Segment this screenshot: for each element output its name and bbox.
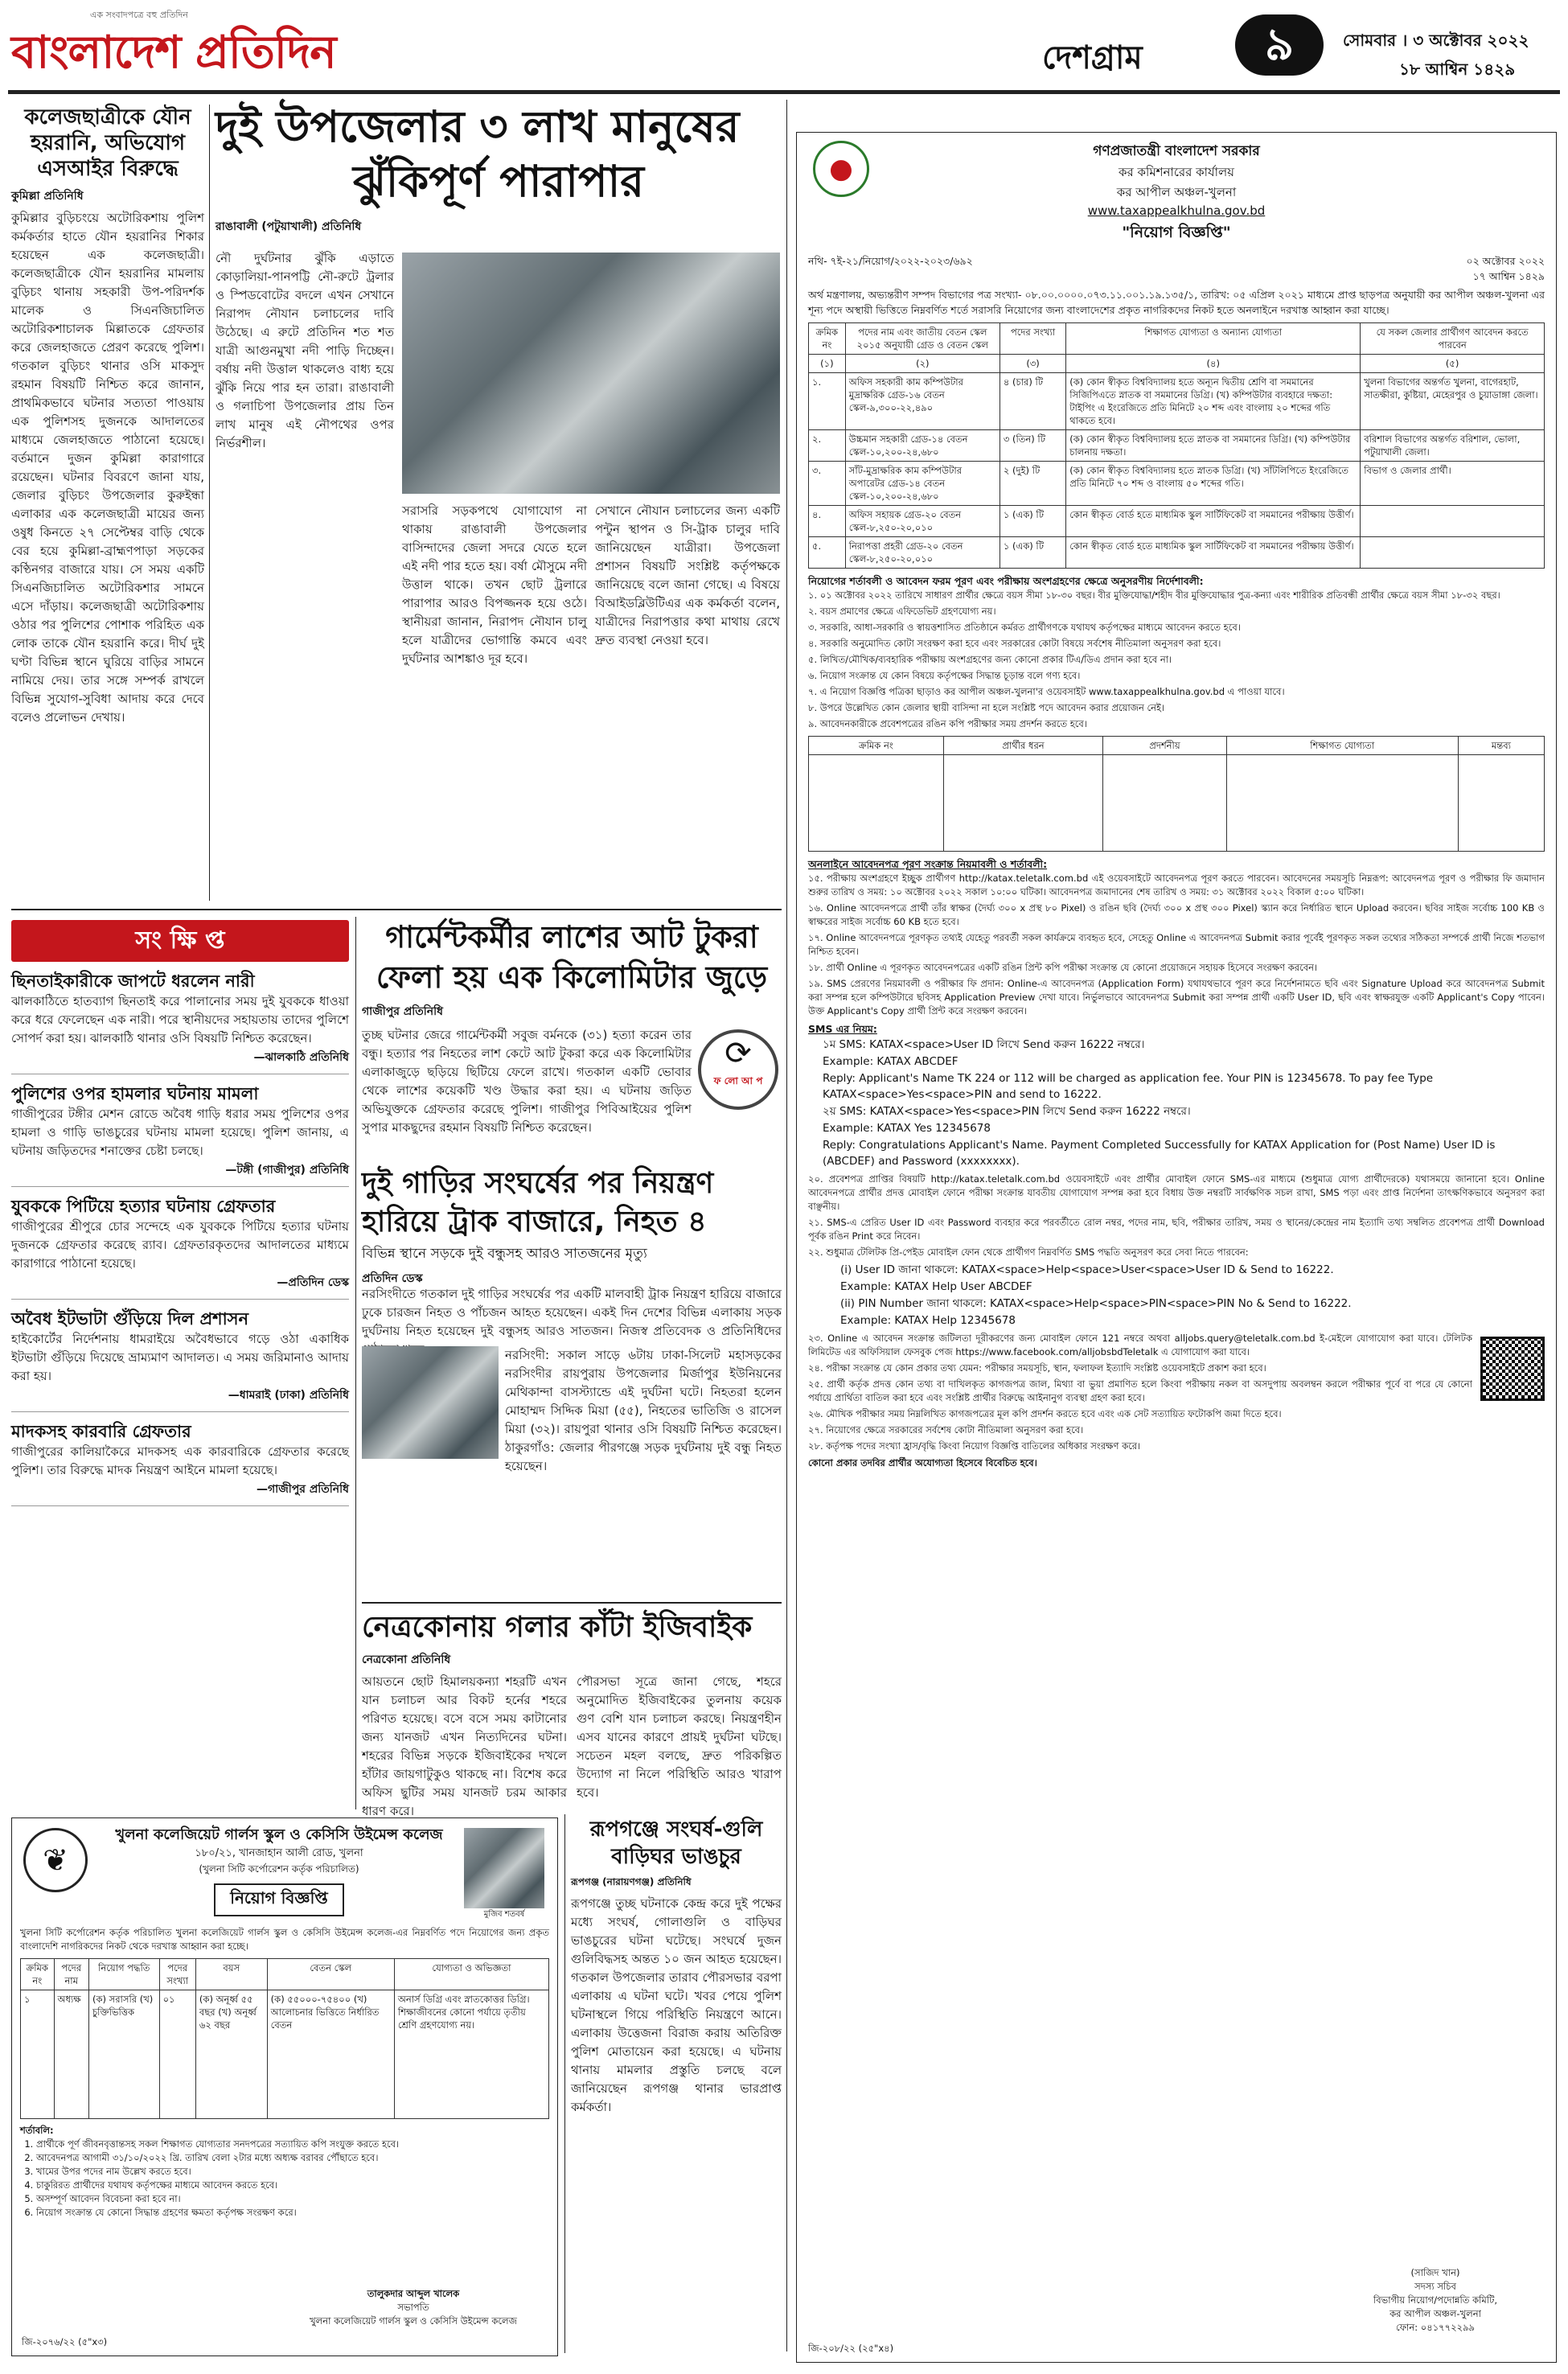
truck-photo[interactable] [362, 1346, 499, 1459]
brief-title[interactable]: মাদকসহ কারবারি গ্রেফতার [11, 1422, 191, 1441]
term-item: 6. নিয়োগ সংক্রান্ত যে কোনো সিদ্ধান্ত গ্রহণের ক্ষমতা কর্তৃপক্ষ সংরক্ষণ করে। [36, 2206, 549, 2220]
table-cell: (ক) সরাসরি (খ) চুক্তিভিত্তিক [88, 1990, 159, 2119]
ad-terms-list [20, 2138, 549, 2220]
table-cell: উচ্চমান সহকারী গ্রেড-১৪ বেতন স্কেল-১০,২০০-২৪,৬৮০ [845, 430, 999, 462]
brief-title[interactable]: ছিনতাইকারীকে জাপটে ধরলেন নারী [11, 971, 255, 991]
table-cell: (ক) ৫৫০০০-৭৫৪০০ (খ) আলোচনার ভিত্তিতে নির্ধারিত বেতন [267, 1990, 394, 2119]
table-header-cell: পদের সংখ্যা [999, 323, 1065, 355]
table-header-cell: প্রদর্শনীয় [1103, 737, 1226, 755]
story-byline: রূপগঞ্জ (নারায়ণগঞ্জ) প্রতিনিধি [571, 1876, 692, 1887]
story-body: তুচ্ছ ঘটনার জেরে গার্মেন্টকর্মী সবুজ বর্মনকে (৩১) হত্যা করেন তার বন্ধু। হত্যার পর নিহতের লাশ কেটে আট টুকরা করে এক কিলোমিটার এলাকাজুড়ে ছড়িয়ে ছিটিয়ে ফেলে রাখে। গতকাল একটি ভোবার থেকে লাশের কয়েকটি খণ্ড উদ্ধার করা হয়। এ ঘটনায় জড়িত অভিযুক্তকে গ্রেফতার করেছে পুলিশ। গাজীপুর পিবিআইয়ের পুলিশ সুপার মাকছুদের রহমান বিষয়টি নিশ্চিত করেছেন। [362, 1028, 692, 1135]
table-row [809, 373, 1545, 430]
ad-final-bold: কোনো প্রকার তদবির প্রার্থীর অযোগ্যতা হিসেবে বিবেচিত হবে। [808, 1457, 1037, 1468]
table-header-cell: প্রার্থীর ধরন [943, 737, 1102, 755]
notice-line: ৩. সরকারি, আধা-সরকারি ও স্বায়ত্তশাসিত প্রতিষ্ঠানে কর্মরত প্রার্থীগণকে যথাযথ কর্তৃপক্ষের মাধ্যমে আবেদন করতে হবে। [808, 622, 1241, 633]
ad-terms-title: শর্তাবলি: [20, 2125, 54, 2136]
ad-signer-name: তালুকদার আব্দুল খালেক [367, 2288, 460, 2299]
cell [943, 755, 1102, 852]
table-cell: ৫. [809, 537, 846, 569]
notice-line: ৮. উপরে উল্লেখিত কোন জেলার স্থায়ী বাসিন্দা না হলে সংশ্লিষ্ট পদে আবেদন করার প্রয়োজন নেই। [808, 702, 1165, 713]
story-col2: নরসিংদী: সকাল সাড়ে ৬টায় ঢাকা-সিলেট মহাসড়কের নরসিংদীর রায়পুরায় উপজেলার মির্জাপুর ইউনিয়নের মেথিকান্দা বাসস্ট্যান্ডে এই দুর্ঘটনা ঘটে। নিহতরা হলেন মোহাম্মদ সিদ্দিক মিয়া (৫৫), নিহতের ভাতিজি ও রাসেল মিয়া (৩২)। রায়পুরা থানার ওসি বিষয়টি নিশ্চিত করেছেন। ঠাকুরগাঁও: জেলার পীরগঞ্জে সড়ক দুর্ঘটনায় দুই বন্ধু নিহত হয়েছেন। [505, 1348, 782, 1473]
notice-line: Example: KATAX Help User ABCDEF [840, 1280, 1032, 1293]
ad-table [20, 1958, 549, 2119]
notice-line: Reply: Applicant's Name TK 224 or 112 will be charged as application fee. Your PIN is 12345678. To pay fee Type KATAX<space>Yes<space>PIN and send to 16222. [823, 1072, 1434, 1101]
notice-line: ২৫. প্রার্থী কর্তৃক প্রদত্ত কোন তথ্য বা দাখিলকৃত কাগজপত্র জাল, মিথ্যা বা ভুয়া প্রমাণিত হলে কিংবা পরীক্ষায় নকল বা অসদুপায় অবলম্বন করলে পরীক্ষার পূর্বে বা পরে যে কোনো পর্যায়ে প্রার্থিতা বাতিল করা হবে এবং সংশ্লিষ্ট প্রার্থীর বিরুদ্ধে আইনানুগ ব্যবস্থা গ্রহণ করা হবে। [808, 1378, 1472, 1403]
table-cell: (ক) অনূর্ধ্ব ৫৫ বছর (খ) অনূর্ধ্ব ৬২ বছর [195, 1990, 267, 2119]
ad-intro: খুলনা সিটি কর্পোরেশন কর্তৃক পরিচালিত খুলনা কলেজিয়েট গার্লস স্কুল ও কেসিসি উইমেন্স কলেজ-এর নিম্নবর্ণিত পদে নিয়োগের জন্য প্রকৃত বাংলাদেশি নাগরিকদের নিকট থেকে দরখাস্ত আহ্বান করা হচ্ছে। [20, 1927, 549, 1952]
notice-line: ১. ০১ অক্টোবর ২০২২ তারিখে সাধারণ প্রার্থীর ক্ষেত্রে বয়স সীমা ১৮-৩০ বছর। বীর মুক্তিযোদ্ধা/শহীদ বীর মুক্তিযোদ্ধার পুত্র-কন্যা এবং শারীরিক প্রতিবন্ধী প্রার্থীর ক্ষেত্রে বয়স সীমা ১৮-৩২ বছর। [808, 589, 1500, 601]
table-cell: বরিশাল বিভাগের অন্তর্গত বরিশাল, ভোলা, পটুয়াখালী জেলা। [1361, 430, 1545, 462]
ad-signer-title3: কর আপীল অঞ্চল-খুলনা [1389, 2308, 1481, 2319]
notice-line: ৫. লিখিত/মৌখিক/ব্যবহারিক পরীক্ষায় অংশগ্রহণের জন্য কোনো প্রকার টিএ/ডিএ প্রদান করা হবে না। [808, 654, 1172, 665]
table-header-cell: শিক্ষাগত যোগ্যতা ও অন্যান্য যোগ্যতা [1066, 323, 1361, 355]
story-garments [362, 917, 782, 1158]
ad-date2: ১৭ আশ্বিন ১৪২৯ [1472, 270, 1545, 282]
brief-title[interactable]: অবৈধ ইটভাটা গুঁড়িয়ে দিল প্রশাসন [11, 1309, 249, 1329]
brief-body: ঝালকাঠিতে হাতব্যাগ ছিনতাই করে পালানোর সময় দুই যুবককে ধাওয়া করে ধরে ফেলেছেন এক নারী। পরে স্থানীয়দের সহায়তায় তাদের পুলিশে সোপর্দ করা হয়। ঝালকাঠি থানার ওসি বিষয়টি নিশ্চিত করেছেন। [11, 994, 349, 1045]
term-item: 2. আবেদনপত্র আগামী ৩১/১০/২০২২ খ্রি. তারিখ বেলা ২টার মধ্যে অধ্যক্ষ বরাবর পৌঁছাতে হবে। [36, 2151, 549, 2165]
brief-body: গাজীপুরের কালিয়াকৈরে মাদকসহ এক কারবারিকে গ্রেফতার করেছে পুলিশ। তার বিরুদ্ধে মাদক নিয়ন্ত্রণ আইনে মামলা হয়েছে। [11, 1444, 349, 1477]
ad-org-name: খুলনা কলেজিয়েট গার্লস স্কুল ও কেসিসি উইমেন্স কলেজ [115, 1826, 443, 1843]
notice-line: ২৮. কর্তৃপক্ষ পদের সংখ্যা হ্রাস/বৃদ্ধি কিংবা নিয়োগ বিজ্ঞপ্তি বাতিলের অধিকার সংরক্ষণ করে। [808, 1440, 1141, 1452]
term-item: 3. খামের উপর পদের নাম উল্লেখ করতে হবে। [36, 2165, 549, 2179]
story-subtitle: বিভিন্ন স্থানে সড়কে দুই বন্ধুসহ আরও সাতজনের মৃত্যু [362, 1246, 647, 1262]
table-cell: ৩. [809, 462, 846, 506]
notice-line: ২২. শুধুমাত্র টেলিটক প্রি-পেইড মোবাইল ফোন থেকে প্রার্থীগণ নিম্নবর্ণিত SMS পদ্ধতি অনুসরণ করে সেবা নিতে পারবেন: [808, 1247, 1249, 1258]
table-header-cell: যে সকল জেলার প্রার্থীগণ আবেদন করতে পারবেন [1361, 323, 1545, 355]
newspaper-logo[interactable]: বাংলাদেশ প্রতিদিন [11, 26, 336, 79]
book-icon: ❦ [43, 1842, 68, 1878]
notice-line: Example: KATAX Help 12345678 [840, 1314, 1016, 1327]
ad-signer-name: (সাজিদ খান) [1410, 2267, 1460, 2278]
college-logo [23, 1828, 88, 1892]
notice-line: ২৬. মৌখিক পরীক্ষার সময় নিম্নলিখিত কাগজপত্রের মূল কপি প্রদর্শন করতে হবে এবং এক সেট সত্যায়িত ফটোকপি জমা দিতে হবে। [808, 1408, 1282, 1419]
table-cell: ২ (দুই) টি [999, 462, 1065, 506]
notice-line: ৯. আবেদনকারীকে প্রবেশপত্রের রঙিন কপি পরীক্ষার সময় প্রদর্শন করতে হবে। [808, 718, 1087, 729]
ad-posts-table [808, 322, 1545, 569]
table-header-cell: পদের নাম [54, 1959, 88, 1990]
story-netrokona [362, 1608, 782, 1818]
date-line: সোমবার । ৩ অক্টোবর ২০২২ [1343, 31, 1529, 50]
story-headline-line2[interactable]: বাড়িঘর ভাঙচুর [611, 1845, 741, 1869]
ad-notice-title-text: নিয়োগ বিজ্ঞপ্তি [230, 1888, 328, 1908]
table-cell: ৪ (চার) টি [999, 373, 1065, 430]
table-cell: খুলনা বিভাগের অন্তর্গত খুলনা, বাগেরহাট, সাতক্ষীরা, কুষ্টিয়া, মেহেরপুর ও চুয়াডাঙ্গা জেলা। [1361, 373, 1545, 430]
ad-gov: গণপ্রজাতন্ত্রী বাংলাদেশ সরকার [1093, 143, 1260, 159]
ad-tax-recruitment [796, 132, 1557, 2363]
story-col3: সেখানে নৌযান চলাচলের জন্য একটি পন্টুন স্থাপন ও সি-ট্রাক চালুর দাবি জানিয়েছেন যাত্রীরা। উপজেলা প্রশাসন বিষয়টি সংশ্লিষ্ট কর্তৃপক্ষকে জানিয়েছে বলে জানা গেছে। এ বিষয়ে বিআইডব্লিউটিএর এক কর্মকর্তা বলেন, যাত্রীদের নিরাপত্তার কথা মাথায় রেখে দ্রুত ব্যবস্থা নেওয়া হবে। [595, 503, 780, 647]
briefs-list [11, 970, 349, 1506]
ad-code: জি-২০৮/২২ (২৫"x৪) [808, 2343, 894, 2354]
brief-byline: —ধামরাই (ঢাকা) প্রতিনিধি [228, 1389, 349, 1402]
briefs-header [11, 920, 349, 962]
table-header-cell: মন্তব্য [1458, 737, 1544, 755]
emblem-icon: ● [829, 153, 853, 185]
table-header-cell: শিক্ষাগত যোগ্যতা [1226, 737, 1458, 755]
page-number-badge [1235, 14, 1324, 76]
ad-signature-block [281, 2287, 546, 2328]
notice-line: (i) User ID জানা থাকলে: KATAX<space>Help<space>User<space>User ID & Send to 16222. [840, 1263, 1334, 1276]
brief-byline: —টঙ্গী (গাজীপুর) প্রতিনিধি [225, 1164, 349, 1177]
story-body: কুমিল্লার বুড়িচংয়ে অটোরিকশায় পুলিশ কর্মকর্তার হাতে যৌন হয়রানির শিকার হয়েছেন এক কলেজছাত্রী। কলেজছাত্রীকে যৌন হয়রানির মামলায় বুড়িচং থানায় সহকারী উপ-পরিদর্শক মালেক ও সিএনজিচালিত অটোরিকশাচালক মিল্লাতকে গ্রেফতার করে জেলহাজতে প্রেরণ করেছে পুলিশ। গতকাল বুড়িচং থানার ওসি মাকসুদ রহমান বিষয়টি নিশ্চিত করে জানান, প্রাথমিকভাবে ঘটনার সত্যতা পাওয়ায় এক পুলিশসহ দুজনকে আদালতের মাধ্যমে জেলহাজতে পাঠানো হয়েছে। বর্তমানে দুজন কুমিল্লা কারাগারে রয়েছেন। ঘটনার বিবরণে জানা যায়, জেলার বুড়িচং উপজেলার কুরুইন্ধা এলাকার এক কলেজছাত্রী মায়ের জন্য ওষুধ কিনতে ২৭ সেপ্টেম্বর বাড়ি থেকে বের হয়ে কুমিল্লা-ব্রাহ্মণপাড়া সড়কের কণ্ঠিনগর বাজারে যায়। সে সময় একটি সিএনজিচালিত অটোরিকশার সামনে এসে দাঁড়ায়। কলেজছাত্রী অটোরিকশায় ওঠার পর পুলিশের পোশাক পরিহিত এক লোক তাকে যৌন হয়রানি করে। দীর্ঘ দুই ঘণ্টা বিভিন্ন স্থানে ঘুরিয়ে বাড়ির সামনে নামিয়ে দেয়। তার সঙ্গে সম্পর্ক রাখলে বিভিন্ন সুযোগ-সুবিধা আদায় করে দেবে বলেও প্রলোভন দেখায়। [11, 211, 204, 725]
ad-signer-phone: ফোন: ০৪১৭৭২২৯৯ [1395, 2322, 1476, 2333]
ad-emblem [813, 141, 869, 197]
ad-code: জি-২০৭৬/২২ (৫"x৩) [22, 2336, 108, 2347]
briefs-header-label: সং ক্ষি প্ত [135, 926, 225, 955]
story-col2: পৌরসভা সূত্রে জানা গেছে, শহরে অনুমোদিত ইজিবাইকের তুলনায় কয়েক গুণ বেশি যান চলাচল করছে। নিয়ন্ত্রণহীন এসব যানের কারণে প্রায়ই দুর্ঘটনা ঘটছে। সচেতন মহল বলছে, দ্রুত পরিকল্পিত উদ্যোগ না নিলে পরিস্থিতি আরও খারাপ হবে। [577, 1674, 782, 1800]
story-col1: নৌ দুর্ঘটনার ঝুঁকি এড়াতে কোড়ালিয়া-পানপট্টি নৌ-রুটে ট্রলার ও স্পিডবোটের বদলে এখন সেখানে নিরাপদ নৌযান চলাচলের দাবি উঠেছে। এ রুটে প্রতিদিন শত শত যাত্রী আগুনমুখা নদী পাড়ি দিচ্ছেন। বর্ষায় নদী উত্তাল থাকলেও বাধ্য হয়ে ঝুঁকি নিয়ে পার হন তারা। রাঙাবালী ও গলাচিপা উপজেলার প্রায় তিন লাখ মানুষ এই নৌপথের ওপর নির্ভরশীল। [215, 251, 394, 450]
table-header-cell: ক্রমিক নং [809, 737, 944, 755]
story-body: রূপগঞ্জে তুচ্ছ ঘটনাকে কেন্দ্র করে দুই পক্ষের মধ্যে সংঘর্ষ, গোলাগুলি ও বাড়িঘর ভাঙচুরের ঘটনা ঘটেছে। সংঘর্ষে দুজন গুলিবিদ্ধসহ অন্তত ১০ জন আহত হয়েছেন। গতকাল উপজেলার তারাব পৌরসভার বরপা এলাকায় এ ঘটনা ঘটে। খবর পেয়ে পুলিশ ঘটনাস্থলে গিয়ে পরিস্থিতি নিয়ন্ত্রণে আনে। এলাকায় উত্তেজনা বিরাজ করায় অতিরিক্ত পুলিশ মোতায়েন করা হয়েছে। এ ঘটনায় থানায় মামলার প্রস্তুতি চলছে বলে জানিয়েছেন রূপগঞ্জ থানার ভারপ্রাপ্ত কর্মকর্তা। [571, 1896, 782, 2114]
ad-final-steps [808, 1332, 1545, 1453]
ad-candidate-table [808, 736, 1545, 852]
portrait-photo [464, 1828, 544, 1908]
ad-signer-org: খুলনা কলেজিয়েট গার্লস স্কুল ও কেসিসি উইমেন্স কলেজ [310, 2315, 517, 2327]
notice-line: ৭. এ নিয়োগ বিজ্ঞপ্তি পত্রিকা ছাড়াও কর আপীল অঞ্চল-খুলনা'র ওয়েবসাইট www.taxappealkhulna.gov.bd এ পাওয়া যাবে। [808, 686, 1285, 697]
notice-line: ২৭. নিয়োগের ক্ষেত্রে সরকারের সর্বশেষ কোটা নীতিমালা অনুসরণ করা হবে। [808, 1424, 1084, 1435]
brief-title[interactable]: পুলিশের ওপর হামলার ঘটনায় মামলা [11, 1084, 259, 1103]
table-number-cell: (৩) [999, 355, 1065, 373]
masthead [0, 0, 1568, 97]
column-rule [209, 105, 210, 901]
column-rule [355, 917, 356, 1809]
briefs-section [11, 920, 349, 1813]
notice-line: ৪. সরকারি অনুমোদিত কোটা সংরক্ষণ করা হবে এবং সরকারের কোটা বিষয়ে সর্বশেষ নীতিমালা অনুসরণ করা হবে। [808, 638, 1221, 649]
notice-line: ২য় SMS: KATAX<space>Yes<space>PIN লিখে Send করুন 16222 নম্বরে। [823, 1105, 1191, 1118]
brief-body: হাইকোর্টের নির্দেশনায় ধামরাইয়ে অবৈধভাবে গড়ে ওঠা একাধিক ইটভাটা গুঁড়িয়ে দিয়েছে ভ্রাম্যমাণ আদালত। এ সময় জরিমানাও আদায় করা হয়। [11, 1332, 349, 1383]
ad-notice-title: "নিয়োগ বিজ্ঞপ্তি" [1122, 224, 1231, 241]
table-number-cell: (২) [845, 355, 999, 373]
notice-line: ১৭. Online আবেদনপত্রে পূরণকৃত তথ্যই যেহেতু পরবর্তী সকল কার্যক্রমে ব্যবহৃত হবে, সেহেতু Online এ আবেদনপত্র Submit করার পূর্বেই পূরণকৃত সকল তথ্যের সঠিকতা সম্পর্কে প্রার্থী নিজে শতভাগ নিশ্চিত হবেন। [808, 932, 1545, 957]
table-cell: সাঁট-মুদ্রাক্ষরিক কাম কম্পিউটার অপারেটর গ্রেড-১৪ বেতন স্কেল-১০,২০০-২৪,৬৮০ [845, 462, 999, 506]
notice-line: ১৯. SMS প্রেরণের নিয়মাবলী ও পরীক্ষার ফি প্রদান: Online-এ আবেদনপত্র (Application Form) যথাযথভাবে পূরণ করে নির্দেশনামতে ছবি এবং Signature Upload করে আবেদনপত্র Submit করা সম্পন্ন হলে কম্পিউটারে ছবিসহ Application Preview দেখা যাবে। নির্ভুলভাবে আবেদনপত্র Submit করা সম্পন্ন প্রার্থী একটি User ID, ছবি এবং স্বাক্ষরযুক্ত একটি Applicant's Copy পাবেন। উক্ত Applicant's Copy প্রার্থী প্রিন্ট করে সংরক্ষণ করবেন। [808, 978, 1545, 1017]
ad-online-title: অনলাইনে আবেদনপত্র পূরণ সংক্রান্ত নিয়মাবলী ও শর্তাবলী: [808, 858, 1048, 870]
cell [1458, 755, 1544, 852]
notice-line: ২১. SMS-এ প্রেরিত User ID এবং Password ব্যবহার করে পরবর্তীতে রোল নম্বর, পদের নাম, ছবি, পরীক্ষার তারিখ, সময় ও স্থানের/কেন্দ্রের নাম ইত্যাদি তথ্য সম্বলিত প্রবেশপত্র প্রার্থী Download পূর্বক রঙিন Print করে নিবেন। [808, 1217, 1545, 1242]
notice-line: ২. বয়স প্রমাণের ক্ষেত্রে এফিডেভিট গ্রহণযোগ্য নয়। [808, 606, 996, 617]
brief-item [11, 1308, 349, 1412]
story-rupganj [571, 1816, 782, 2355]
table-cell [1361, 506, 1545, 537]
table-header-cell: ক্রমিক নং [809, 323, 846, 355]
story-headline-line1[interactable]: দুই গাড়ির সংঘর্ষের পর নিয়ন্ত্রণ [362, 1167, 714, 1200]
notice-line: ১ম SMS: KATAX<space>User ID লিখে Send করুন 16222 নম্বরে। [823, 1038, 1145, 1051]
table-cell [1361, 537, 1545, 569]
table-number-cell: (৪) [1066, 355, 1361, 373]
notice-line: Example: KATAX ABCDEF [823, 1055, 958, 1068]
refresh-icon: ⟳ [724, 1035, 752, 1072]
story-byline: গাজীপুর প্রতিনিধি [362, 1005, 444, 1018]
story-headline-line2[interactable]: ফেলা হয় এক কিলোমিটার জুড়ে [376, 959, 768, 995]
table-row [809, 462, 1545, 506]
notice-line: Example: KATAX Yes 12345678 [823, 1122, 991, 1135]
story-headline-line2[interactable]: হারিয়ে ট্রাক বাজারে, নিহত ৪ [362, 1205, 707, 1238]
notice-line: ২৪. পরীক্ষা সংক্রান্ত যে কোন প্রকার তথ্য যেমন: পরীক্ষার সময়সূচি, স্থান, ফলাফল ইত্যাদি সংশ্লিষ্ট ওয়েবসাইটে প্রকাশ করা হবে। [808, 1362, 1266, 1374]
ad-signer-title: সদস্য সচিব [1414, 2281, 1456, 2292]
table-header-cell: ক্রমিক নং [21, 1959, 55, 1990]
brief-title[interactable]: যুবককে পিটিয়ে হত্যার ঘটনায় গ্রেফতার [11, 1197, 276, 1216]
table-row [809, 537, 1545, 569]
table-cell: কোন স্বীকৃত বোর্ড হতে মাধ্যমিক স্কুল সার্টিফিকেট বা সমমানের পরীক্ষায় উত্তীর্ণ। [1066, 537, 1361, 569]
story-truck [362, 1164, 782, 1599]
table-cell: ১ (এক) টি [999, 537, 1065, 569]
ad-signer-title: সভাপতি [397, 2302, 429, 2313]
table-cell: অধ্যক্ষ [54, 1990, 88, 2119]
story-headline-line1[interactable]: রূপগঞ্জে সংঘর্ষ-গুলি [589, 1817, 763, 1842]
table-cell: নিরাপত্তা প্রহরী গ্রেড-২০ বেতন স্কেল-৮,২৫০-২০,০১০ [845, 537, 999, 569]
story-col2: সরাসরি সড়কপথে যোগাযোগ না থাকায় রাঙাবালী উপজেলার বাসিন্দাদের জেলা সদরে যেতে হলে এই নদী পার হতে হয়। বর্ষা মৌসুমে নদী উত্তাল থাকে। তখন ছোট ট্রলারে পারাপার আরও বিপজ্জনক হয়ে ওঠে। স্থানীয়রা জানান, নিরাপদ নৌযান চালু হলে যাত্রীদের ভোগান্তি কমবে এবং দুর্ঘটনার আশঙ্কাও দূর হবে। [402, 503, 587, 666]
table-cell: ১ [21, 1990, 55, 2119]
table-cell: ০১ [159, 1990, 195, 2119]
notice-line: ২০. প্রবেশপত্র প্রাপ্তির বিষয়টি http://katax.teletalk.com.bd ওয়েবসাইটে এবং প্রার্থীর মোবাইল ফোনে SMS-এর মাধ্যমে (শুধুমাত্র যোগ্য প্রার্থীদেরকে) যথাসময়ে জানানো হবে। Online আবেদনপত্রে প্রার্থীর প্রদত্ত মোবাইল ফোনে পরীক্ষা সংক্রান্ত যাবতীয় যোগাযোগ সম্পন্ন করা হবে বিধায় উক্ত নম্বরটি সার্বক্ষণিক সচল রাখা, SMS পড়া এবং প্রাপ্ত নির্দেশনা তাৎক্ষণিকভাবে অনুসরণ করা বাঞ্ছনীয়। [808, 1173, 1545, 1212]
story-col1: নরসিংদীতে গতকাল দুই গাড়ির সংঘর্ষের পর একটি মালবাহী ট্রাক নিয়ন্ত্রণ হারিয়ে বাজারে ঢুকে চারজন নিহত ও পাঁচজন আহত হয়েছেন। একই দিন দেশের বিভিন্ন এলাকায় সড়ক দুর্ঘটনায় নিহত হয়েছেন দুই বন্ধুসহ আরও সাতজন। নিজস্ব প্রতিবেদক ও প্রতিনিধিদের [362, 1287, 782, 1338]
ad-more-steps [808, 1173, 1545, 1259]
story-harassment [11, 105, 204, 909]
story-byline: প্রতিদিন ডেস্ক [362, 1272, 423, 1285]
notice-line: (ii) PIN Number জানা থাকলে: KATAX<space>Help<space>PIN<space>PIN No & Send to 16222. [840, 1297, 1352, 1310]
notice-line: ১৫. পরীক্ষায় অংশগ্রহণে ইচ্ছুক প্রার্থীগণ http://katax.teletalk.com.bd এই ওয়েবসাইটে আবেদনপত্র পূরণ করতে পারবেন। আবেদনের সময়সূচি নিম্নরূপ: আবেদনপত্র পূরণ ও পরীক্ষার ফি জমাদান শুরুর তারিখ ও সময়: ১০ অক্টোবর ২০২২ সকাল ১০:০০ ঘটিকা। আবেদনপত্র জমাদানের শেষ তারিখ ও সময়: ৩১ অক্টোবর ২০২২ বিকাল ৫:০০ ঘটিকা। [808, 873, 1545, 897]
table-cell: (ক) কোন স্বীকৃত বিশ্ববিদ্যালয় হতে স্নাতক ডিগ্রি। (খ) সাঁটলিপিতে ইংরেজিতে প্রতি মিনিটে ৭০ শব্দ ও বাংলায় ৫০ শব্দের গতি। [1066, 462, 1361, 506]
table-row [809, 430, 1545, 462]
section-rule [11, 909, 782, 910]
story-byline: রাঙাবালী (পটুয়াখালী) প্রতিনিধি [215, 220, 362, 233]
story-headline[interactable]: নেত্রকোনায় গলার কাঁটা ইজিবাইক [362, 1611, 753, 1644]
portrait-caption: মুজিব শতবর্ষ [483, 1910, 525, 1919]
table-cell: অনার্স ডিগ্রি এবং স্নাতকোত্তর ডিগ্রি। শিক্ষাজীবনের কোনো পর্যায়ে তৃতীয় শ্রেণি গ্রহণযোগ্য নয়। [394, 1990, 548, 2119]
table-cell: ১. [809, 373, 846, 430]
brief-body: গাজীপুরের শ্রীপুরে চোর সন্দেহে এক যুবককে পিটিয়ে হত্যার ঘটনায় দুজনকে গ্রেফতার করেছে র‍্যাব। গ্রেফতারকৃতদের আদালতের মাধ্যমে কারাগারে পাঠানো হয়েছে। [11, 1219, 349, 1271]
brief-item [11, 970, 349, 1074]
ad-office: কর কমিশনারের কার্যালয় [1119, 165, 1234, 179]
term-item: 5. অসম্পূর্ণ আবেদন বিবেচনা করা হবে না। [36, 2192, 549, 2206]
table-cell: ৩ (তিন) টি [999, 430, 1065, 462]
ad-sub: (খুলনা সিটি কর্পোরেশন কর্তৃক পরিচালিত) [199, 1863, 359, 1875]
section-name: দেশগ্রাম [1042, 39, 1143, 76]
table-row [809, 506, 1545, 537]
notice-line: ১৬. Online আবেদনপত্রে প্রার্থী তাঁর স্বাক্ষর (দৈর্ঘ্য ৩০০ x প্রস্থ ৮০ Pixel) ও রঙিন ছবি (দৈর্ঘ্য ৩০০ x প্রস্থ ৩০০ Pixel) স্ক্যান করে নির্ধারিত স্থানে Upload করবেন। ছবির সাইজ সর্বোচ্চ 100 KB ও স্বাক্ষরের সাইজ সর্বোচ্চ 60 KB হতে হবে। [808, 902, 1545, 927]
column-rule [564, 1814, 565, 2353]
table-number-cell: (১) [809, 355, 846, 373]
story-byline: কুমিল্লা প্রতিনিধি [11, 190, 84, 203]
page-number: ৯ [1264, 18, 1295, 71]
followup-badge [698, 1029, 778, 1110]
table-header-cell: পদের সংখ্যা [159, 1959, 195, 1990]
story-headline-line1[interactable]: গার্মেন্টকর্মীর লাশের আট টুকরা [385, 919, 758, 955]
followup-label: ফ লো আ প [713, 1075, 763, 1086]
boat-photo[interactable] [402, 253, 780, 494]
story-byline: নেত্রকোনা প্রতিনিধি [362, 1653, 451, 1666]
brief-body: গাজীপুরের টঙ্গীর মেশন রোডে অবৈধ গাড়ি ধরার সময় পুলিশের ওপর হামলা ও গাড়ি ভাঙচুরের ঘটনায় মামলা হয়েছে। পুলিশ জানায়, এ ঘটনায় জড়িতদের শনাক্তের চেষ্টা চলছে। [11, 1107, 349, 1158]
ad-website-link[interactable]: www.taxappealkhulna.gov.bd [1087, 203, 1266, 218]
story-headline-line1[interactable]: দুই উপজেলার ৩ লাখ মানুষের [215, 101, 740, 152]
bangla-date-line: ১৮ আশ্বিন ১৪২৯ [1399, 60, 1516, 79]
logo-tagline: এক সংবাদপত্রে বহু প্রতিদিন [90, 10, 188, 20]
ad-date1: ০২ অক্টোবর ২০২২ [1466, 255, 1545, 267]
table-cell: (ক) কোন স্বীকৃত বিশ্ববিদ্যালয় হতে স্নাতক বা সমমানের ডিগ্রি। (খ) কম্পিউটার চালনায় দক্ষতা। [1066, 430, 1361, 462]
term-item: 4. চাকুরিরত প্রার্থীদের যথাযথ কর্তৃপক্ষের মাধ্যমে আবেদন করতে হবে। [36, 2179, 549, 2192]
brief-byline: —গাজীপুর প্রতিনিধি [256, 1483, 349, 1496]
table-header-cell: যোগ্যতা ও অভিজ্ঞতা [394, 1959, 548, 1990]
notice-line: ৬. নিয়োগ সংক্রান্ত যে কোন বিষয়ে কর্তৃপক্ষের সিদ্ধান্ত চূড়ান্ত বলে গণ্য হবে। [808, 670, 1081, 681]
ad-conditions-title: নিয়োগের শর্তাবলী ও আবেদন ফরম পূরণ এবং পরীক্ষায় অংশগ্রহণের ক্ষেত্রে অনুসরণীয় নির্দেশাবলী: [808, 575, 1204, 587]
table-cell: ১ (এক) টি [999, 506, 1065, 537]
ad-online-steps [808, 872, 1545, 1018]
story-col1: আয়তনে ছোট হিমালয়কন্যা শহরটি এখন যান চলাচল আর বিকট হর্নের শহরে পরিণত হয়েছে। বসে বসে সময় কাটানোর জন্য যানজট এখন নিত্যদিনের ঘটনা। শহরের বিভিন্ন সড়কে ইজিবাইকের দখলে হাঁটার জায়গাটুকুও থাকছে না। বিশেষ করে অফিস ছুটির সময় যানজট চরম আকার ধারণ করে। [362, 1674, 567, 1818]
table-cell: (ক) কোন স্বীকৃত বিশ্ববিদ্যালয় হতে অন্যূন দ্বিতীয় শ্রেণি বা সমমানের সিজিপিএতে স্নাতক বা সমমানের ডিগ্রি। (খ) কম্পিউটার ব্যবহারে দক্ষতা: টাইপিং এ ইংরেজিতে প্রতি মিনিটে ২০ শব্দ এবং বাংলায় ২০ শব্দের গতি থাকতে হবে। [1066, 373, 1361, 430]
ad-notice-title [214, 1883, 344, 1916]
story-headline[interactable]: কলেজছাত্রীকে যৌন হয়রানি, অভিযোগ এসআইর বিরুদ্ধে [24, 105, 191, 181]
ad-sms-title: SMS এর নিয়ম: [808, 1023, 877, 1035]
ad-conditions-list [808, 589, 1545, 731]
table-cell: ২. [809, 430, 846, 462]
table-header-cell: বেতন স্কেল [267, 1959, 394, 1990]
table-cell: কোন স্বীকৃত বোর্ড হতে মাধ্যমিক স্কুল সার্টিফিকেট বা সমমানের পরীক্ষায় উত্তীর্ণ। [1066, 506, 1361, 537]
ad-memo: নথি- ৭ই-২১/নিয়োগ/২০২২-২০২৩/৬৯২ [808, 255, 973, 267]
brief-item [11, 1082, 349, 1187]
table-number-cell: (৫) [1361, 355, 1545, 373]
brief-item [11, 1195, 349, 1300]
cell [1226, 755, 1458, 852]
notice-line: Reply: Congratulations Applicant's Name. Payment Completed Successfully for KATAX Application for (Post Name) User ID is (ABCDEF) and Password (xxxxxxxx). [823, 1139, 1496, 1168]
ad-signer-title2: বিভাগীয় নিয়োগ/পদোন্নতি কমিটি, [1373, 2294, 1498, 2306]
story-crossing [215, 100, 782, 904]
column-rule [786, 100, 787, 2351]
table-cell: বিভাগ ও জেলার প্রার্থী। [1361, 462, 1545, 506]
table-header-cell: পদের নাম এবং জাতীয় বেতন স্কেল ২০১৫ অনুযায়ী গ্রেড ও বেতন স্কেল [845, 323, 999, 355]
table-cell: অফিস সহায়ক গ্রেড-২০ বেতন স্কেল-৮,২৫০-২০,০১০ [845, 506, 999, 537]
brief-byline: —ঝালকাঠি প্রতিনিধি [253, 1051, 349, 1064]
table-header-cell: নিয়োগ পদ্ধতি [88, 1959, 159, 1990]
notice-line: ১৮. প্রার্থী Online এ পূরণকৃত আবেদনপত্রের একটি রঙিন প্রিন্ট কপি পরীক্ষা সংক্রান্ত যে কোনো প্রয়োজনে সহায়ক হিসেবে সংরক্ষণ করবেন। [808, 962, 1318, 973]
brief-byline: —প্রতিদিন ডেস্ক [277, 1276, 349, 1289]
cell [809, 755, 944, 852]
notice-line: ২৩. Online এ আবেদন সংক্রান্ত জটিলতা দূরীকরণের জন্য মোবাইল ফোনে 121 নম্বরে অথবা alljobs.query@teletalk.com.bd ই-মেইলে যোগাযোগ করা যাবে। টেলিটক লিমিটেড এর অফিসিয়াল ফেসবুক পেজ https://www.facebook.com/alljobsbdTeletalk এ যোগাযোগ করা যাবে। [808, 1333, 1472, 1357]
qr-code[interactable] [1480, 1337, 1545, 1401]
cell [1103, 755, 1226, 852]
ad-sms-lines [808, 1037, 1545, 1169]
table-header-cell: বয়স [195, 1959, 267, 1990]
ad-intro: অর্থ মন্ত্রণালয়, অভ্যন্তরীণ সম্পদ বিভাগের পত্র সংখ্যা- ০৮.০০.০০০০.০৭৩.১১.০০১.১৯.১৩৫/১, তারিখ: ০৫ এপ্রিল ২০২১ মাধ্যমে প্রাপ্ত ছাড়পত্র অনুযায়ী কর আপীল অঞ্চল-খুলনা এর শূন্য পদে অস্থায়ী ভিত্তিতে নিম্নবর্ণিত শর্তে সরাসরি নিয়োগের জন্য বাংলাদেশের প্রকৃত নাগরিকদের নিকট হতে অনলাইনে দরখাস্ত আহ্বান করা যাচ্ছে। [808, 289, 1545, 316]
brief-item [11, 1420, 349, 1506]
story-headline-line2[interactable]: ঝুঁকিপূর্ণ পারাপার [353, 156, 644, 207]
table-cell: ৪. [809, 506, 846, 537]
term-item: 1. প্রার্থীকে পূর্ণ জীবনবৃত্তান্তসহ সকল শিক্ষাগত যোগ্যতার সনদপত্রের সত্যায়িত কপি সংযুক্ত করতে হবে। [36, 2138, 549, 2151]
ad-signature-block [1331, 2266, 1540, 2335]
masthead-rule [8, 90, 1560, 94]
ad-office2: কর আপীল অঞ্চল-খুলনা [1116, 185, 1237, 199]
table-cell: অফিস সহকারী কাম কম্পিউটার মুদ্রাক্ষরিক গ্রেড-১৬ বেতন স্কেল-৯,৩০০-২২,৪৯০ [845, 373, 999, 430]
section-rule [362, 1602, 782, 1604]
ad-address: ১৮০/২১, খানজাহান আলী রোড, খুলনা [195, 1847, 363, 1859]
ad-khulna-college [11, 1817, 558, 2356]
ad-help-lines [808, 1262, 1545, 1329]
